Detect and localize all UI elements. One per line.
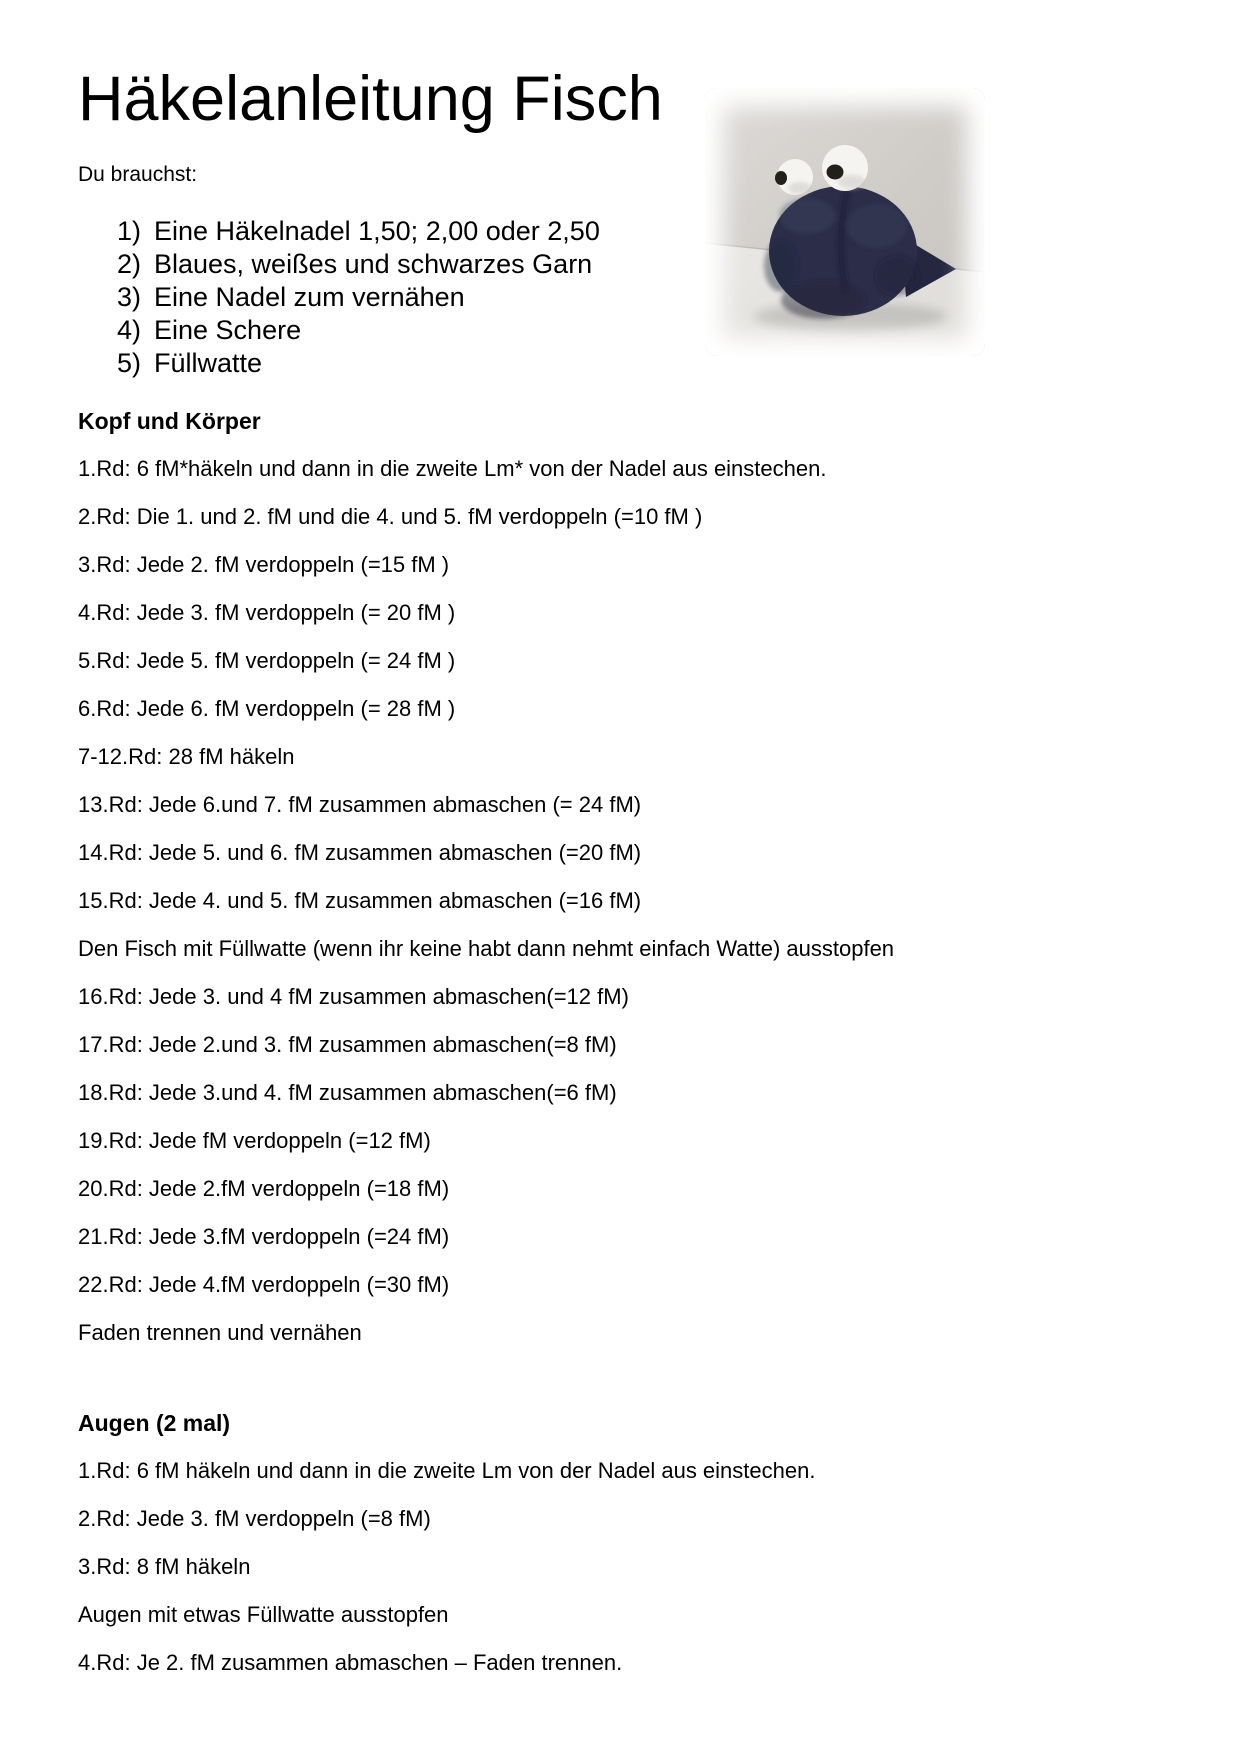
material-item-number: 5) <box>117 347 142 378</box>
instruction-line: 6.Rd: Jede 6. fM verdoppeln (= 28 fM ) <box>78 695 456 721</box>
material-item <box>117 347 1170 380</box>
instruction-line: 21.Rd: Jede 3.fM verdoppeln (=24 fM) <box>78 1223 450 1249</box>
fish-pupil-right <box>827 165 844 180</box>
instruction-line: 16.Rd: Jede 3. und 4 fM zusammen abmaschen(=12 fM) <box>78 983 629 1009</box>
crochet-fish-photo <box>705 88 985 356</box>
pattern-sections <box>78 408 1170 1676</box>
instruction-line: Faden trennen und vernähen <box>78 1319 362 1345</box>
material-item <box>117 248 1170 281</box>
material-item-number: 1) <box>117 215 142 246</box>
instruction-line: 1.Rd: 6 fM häkeln und dann in die zweite Lm von der Nadel aus einstechen. <box>78 1457 816 1483</box>
instruction-line: Augen mit etwas Füllwatte ausstopfen <box>78 1601 449 1627</box>
material-item-text: Blaues, weißes und schwarzes Garn <box>154 248 593 279</box>
fish-photo-graphic <box>705 88 985 356</box>
fish-pupil-left <box>775 171 787 185</box>
section-heading: Kopf und Körper <box>78 407 261 434</box>
material-item-number: 3) <box>117 281 142 312</box>
instruction-line: Den Fisch mit Füllwatte (wenn ihr keine habt dann nehmt einfach Watte) ausstopfen <box>78 935 895 961</box>
instruction-line: 2.Rd: Die 1. und 2. fM und die 4. und 5. fM verdoppeln (=10 fM ) <box>78 503 703 529</box>
instruction-line: 4.Rd: Je 2. fM zusammen abmaschen – Faden trennen. <box>78 1649 623 1675</box>
instruction-line: 20.Rd: Jede 2.fM verdoppeln (=18 fM) <box>78 1175 450 1201</box>
material-item-text: Eine Nadel zum vernähen <box>154 281 465 312</box>
material-item-text: Eine Häkelnadel 1,50; 2,00 oder 2,50 <box>154 215 600 246</box>
section-heading: Augen (2 mal) <box>78 1409 231 1436</box>
instruction-line: 1.Rd: 6 fM*häkeln und dann in die zweite Lm* von der Nadel aus einstechen. <box>78 455 827 481</box>
instruction-line: 22.Rd: Jede 4.fM verdoppeln (=30 fM) <box>78 1271 450 1297</box>
instruction-line: 19.Rd: Jede fM verdoppeln (=12 fM) <box>78 1127 431 1153</box>
instruction-line: 3.Rd: 8 fM häkeln <box>78 1553 251 1579</box>
intro-text: Du brauchst: <box>78 162 198 186</box>
material-item <box>117 215 1170 248</box>
material-item-number: 4) <box>117 314 142 345</box>
fish-eye-left-shade <box>788 182 812 194</box>
instruction-line: 4.Rd: Jede 3. fM verdoppeln (= 20 fM ) <box>78 599 456 625</box>
material-item <box>117 281 1170 314</box>
page-title: Häkelanleitung Fisch <box>78 64 663 134</box>
material-item <box>117 314 1170 347</box>
instruction-line: 15.Rd: Jede 4. und 5. fM zusammen abmaschen (=16 fM) <box>78 887 642 913</box>
material-item-text: Füllwatte <box>154 347 263 378</box>
instruction-line: 3.Rd: Jede 2. fM verdoppeln (=15 fM ) <box>78 551 450 577</box>
instruction-line: 17.Rd: Jede 2.und 3. fM zusammen abmaschen(=8 fM) <box>78 1031 617 1057</box>
instruction-line: 13.Rd: Jede 6.und 7. fM zusammen abmaschen (= 24 fM) <box>78 791 642 817</box>
materials-list <box>117 215 1170 380</box>
material-item-text: Eine Schere <box>154 314 302 345</box>
pattern-section <box>78 1410 1170 1676</box>
material-item-number: 2) <box>117 248 142 279</box>
instruction-line: 7-12.Rd: 28 fM häkeln <box>78 743 295 769</box>
pattern-section <box>78 408 1170 1346</box>
instruction-line: 18.Rd: Jede 3.und 4. fM zusammen abmaschen(=6 fM) <box>78 1079 617 1105</box>
instruction-line: 14.Rd: Jede 5. und 6. fM zusammen abmaschen (=20 fM) <box>78 839 642 865</box>
fish-eye-right-shade <box>838 175 866 189</box>
instruction-line: 2.Rd: Jede 3. fM verdoppeln (=8 fM) <box>78 1505 431 1531</box>
instruction-line: 5.Rd: Jede 5. fM verdoppeln (= 24 fM ) <box>78 647 456 673</box>
